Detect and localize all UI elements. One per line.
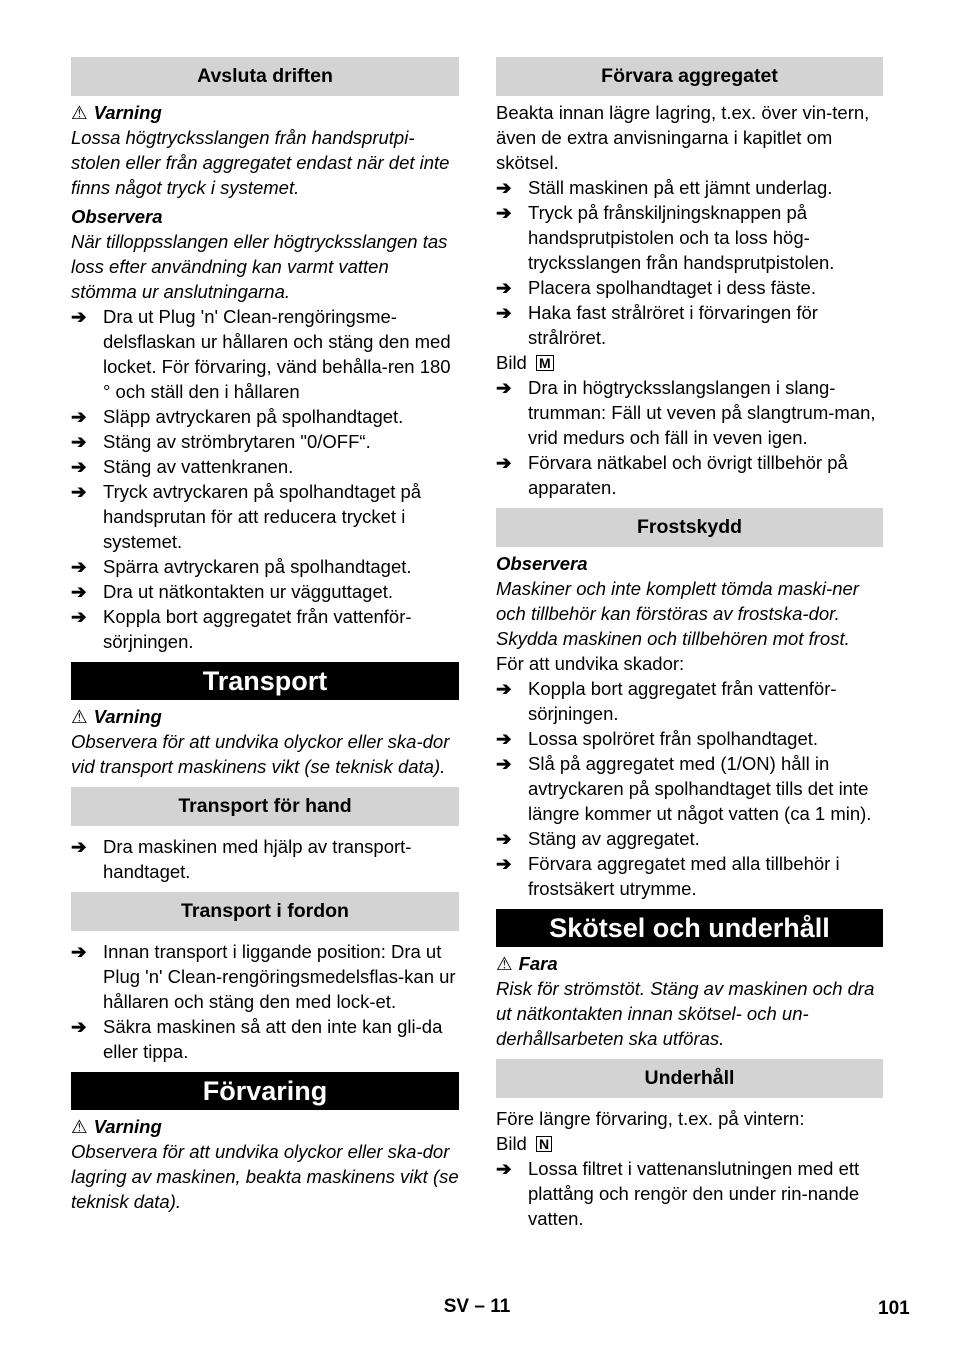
intro-text: Beakta innan lägre lagring, t.ex. över vin-tern, även de extra anvisningarna i kapitlet om skötsel. xyxy=(496,102,870,173)
warning-triangle-icon: ⚠ xyxy=(71,1116,88,1137)
left-column xyxy=(71,57,459,1214)
arrow-right-icon: ➔ xyxy=(496,177,512,198)
warning-label-row: ⚠ Varning xyxy=(71,102,162,123)
page-number: 101 xyxy=(878,1298,910,1319)
section-heading: Förvara aggregatet xyxy=(496,57,883,96)
section-heading: Underhåll xyxy=(496,1059,883,1098)
list-item: ➔ Tryck på frånskiljningsknappen på handsprutpistolen och ta loss hög-trycksslangen från handsprutpistolen. xyxy=(496,202,835,273)
arrow-right-icon: ➔ xyxy=(496,753,512,774)
list-item: ➔ Säkra maskinen så att den inte kan gli-da eller tippa. xyxy=(71,1016,443,1062)
list-item: ➔ Släpp avtryckaren på spolhandtaget. xyxy=(71,406,404,427)
list-item: ➔ Dra maskinen med hjälp av transport-handtaget. xyxy=(71,836,412,882)
arrow-right-icon: ➔ xyxy=(71,606,87,627)
arrow-right-icon: ➔ xyxy=(496,377,512,398)
list-item: ➔ Placera spolhandtaget i dess fäste. xyxy=(496,277,816,298)
arrow-right-icon: ➔ xyxy=(496,728,512,749)
list-item: ➔ Lossa filtret i vattenanslutningen med ett plattång och rengör den under rin-nande vatten. xyxy=(496,1158,860,1229)
figure-reference: Bild N xyxy=(496,1131,883,1156)
list-item: ➔ Stäng av vattenkranen. xyxy=(71,456,294,477)
arrow-right-icon: ➔ xyxy=(71,431,87,452)
list-item: ➔ Stäng av strömbrytaren "0/OFF“. xyxy=(71,431,371,452)
list-item: ➔ Slå på aggregatet med (1/ON) håll in avtryckaren på spolhandtaget tills det inte längre kommer ut något vatten (ca 1 min). xyxy=(496,753,872,824)
chapter-heading: Skötsel och underhåll xyxy=(496,909,883,947)
chapter-heading: Transport xyxy=(71,662,459,700)
arrow-right-icon: ➔ xyxy=(71,481,87,502)
list-item: ➔ Dra ut nätkontakten ur vägguttaget. xyxy=(71,581,394,602)
arrow-right-icon: ➔ xyxy=(496,202,512,223)
warning-text: Lossa högtrycksslangen från handsprutpi-stolen eller från aggregatet endast när det inte finns något tryck i systemet. xyxy=(71,127,450,198)
warning-triangle-icon: ⚠ xyxy=(496,953,513,974)
list-item: ➔ Tryck avtryckaren på spolhandtaget på handsprutan för att reducera trycket i systemet. xyxy=(71,481,422,552)
arrow-right-icon: ➔ xyxy=(71,941,87,962)
list-item: ➔ Ställ maskinen på ett jämnt underlag. xyxy=(496,177,833,198)
figure-letter-box: N xyxy=(536,1136,552,1152)
list-item: ➔ Innan transport i liggande position: Dra ut Plug 'n' Clean-rengöringsmedelsflas-kan ur hållaren och stäng den med lock-et. xyxy=(71,941,456,1012)
arrow-right-icon: ➔ xyxy=(71,581,87,602)
list-item: ➔ Förvara nätkabel och övrigt tillbehör på apparaten. xyxy=(496,452,848,498)
warning-label-row: ⚠ Varning xyxy=(71,706,162,727)
arrow-right-icon: ➔ xyxy=(496,678,512,699)
arrow-right-icon: ➔ xyxy=(496,452,512,473)
section-heading: Frostskydd xyxy=(496,508,883,547)
warning-triangle-icon: ⚠ xyxy=(71,706,88,727)
footer-section-label: SV – 11 xyxy=(443,1296,511,1317)
arrow-right-icon: ➔ xyxy=(71,406,87,427)
arrow-right-icon: ➔ xyxy=(71,836,87,857)
list-item: ➔ Förvara aggregatet med alla tillbehör i frostsäkert utrymme. xyxy=(496,853,840,899)
warning-triangle-icon: ⚠ xyxy=(71,102,88,123)
list-item: ➔ Dra ut Plug 'n' Clean-rengöringsme-delsflaskan ur hållaren och stäng den med locket. För förvaring, vänd behålla-ren 180 ° och ställ den i hållaren xyxy=(71,306,451,402)
arrow-right-icon: ➔ xyxy=(496,302,512,323)
arrow-right-icon: ➔ xyxy=(71,306,87,327)
chapter-heading: Förvaring xyxy=(71,1072,459,1110)
section-heading: Avsluta driften xyxy=(71,57,459,96)
warning-label-row: ⚠ Varning xyxy=(71,1116,162,1137)
arrow-right-icon: ➔ xyxy=(496,828,512,849)
arrow-right-icon: ➔ xyxy=(496,853,512,874)
warning-text: Observera för att undvika olyckor eller ska-dor lagring av maskinen, beakta maskinens vikt (se teknisk data). xyxy=(71,1141,459,1212)
list-item: ➔ Lossa spolröret från spolhandtaget. xyxy=(496,728,819,749)
arrow-right-icon: ➔ xyxy=(71,1016,87,1037)
danger-text: Risk för strömstöt. Stäng av maskinen och dra ut nätkontakten innan skötsel- och un-derhållsarbeten ska utföras. xyxy=(496,978,875,1049)
list-item: ➔ Haka fast strålröret i förvaringen för strålröret. xyxy=(496,302,818,348)
note-label: Observera xyxy=(71,206,163,227)
intro-text: För att undvika skador: xyxy=(496,653,685,674)
list-item: ➔ Stäng av aggregatet. xyxy=(496,828,700,849)
section-heading: Transport för hand xyxy=(71,787,459,826)
arrow-right-icon: ➔ xyxy=(71,556,87,577)
arrow-right-icon: ➔ xyxy=(496,1158,512,1179)
arrow-right-icon: ➔ xyxy=(496,277,512,298)
list-item: ➔ Koppla bort aggregatet från vattenför-sörjningen. xyxy=(496,678,837,724)
note-text: Maskiner och inte komplett tömda maski-ner och tillbehör kan förstöras av frostska-dor. Skydda maskinen och tillbehören mot frost. xyxy=(496,578,859,649)
figure-reference: Bild M xyxy=(496,350,883,375)
right-column xyxy=(496,57,883,1231)
list-item: ➔ Dra in högtrycksslangslangen i slang-trumman: Fäll ut veven på slangtrum-man, vrid medurs och fäll in veven igen. xyxy=(496,377,876,448)
warning-text: Observera för att undvika olyckor eller ska-dor vid transport maskinens vikt (se teknisk data). xyxy=(71,731,450,777)
list-item: ➔ Spärra avtryckaren på spolhandtaget. xyxy=(71,556,412,577)
figure-letter-box: M xyxy=(536,355,554,371)
section-heading: Transport i fordon xyxy=(71,892,459,931)
arrow-right-icon: ➔ xyxy=(71,456,87,477)
intro-text: Före längre förvaring, t.ex. på vintern: xyxy=(496,1108,805,1129)
list-item: ➔ Koppla bort aggregatet från vattenför-sörjningen. xyxy=(71,606,412,652)
note-label: Observera xyxy=(496,553,588,574)
danger-label-row: ⚠ Fara xyxy=(496,953,558,974)
note-text: När tilloppsslangen eller högtrycksslangen tas loss efter användning kan varmt vatten stömma ur anslutningarna. xyxy=(71,231,448,302)
